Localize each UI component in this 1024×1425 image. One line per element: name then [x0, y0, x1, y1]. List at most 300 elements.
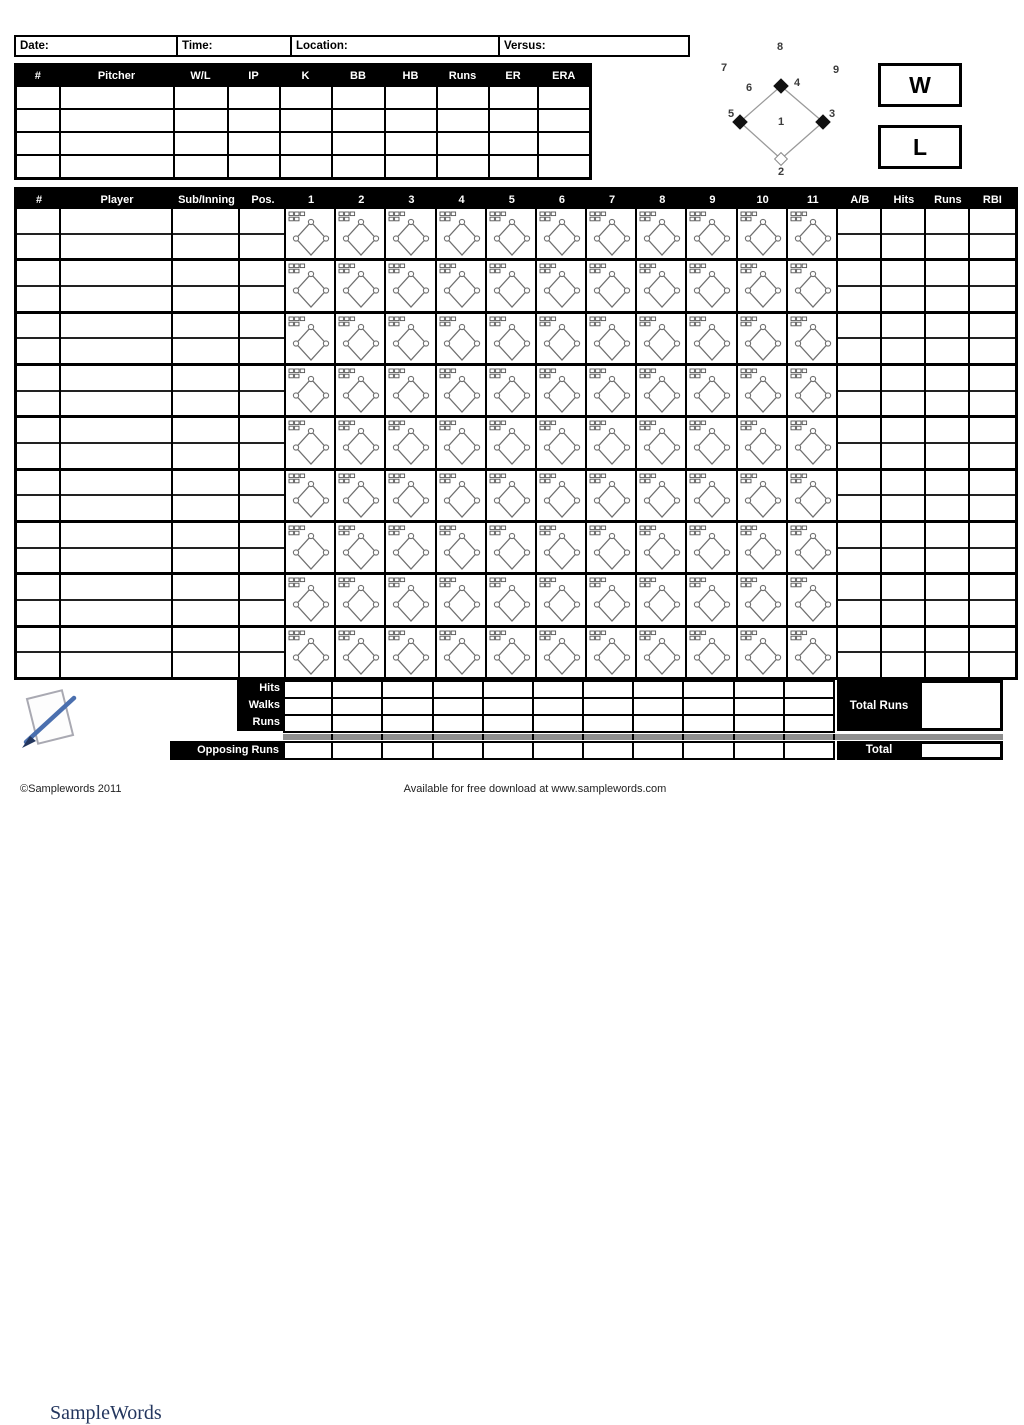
inning-scoring-cell[interactable] — [637, 575, 687, 627]
sub-row-bottom[interactable] — [173, 339, 238, 363]
inning-scoring-cell[interactable] — [788, 418, 838, 470]
sub-row-bottom[interactable] — [17, 653, 59, 677]
inning-scoring-cell[interactable] — [537, 575, 587, 627]
sub-row-top[interactable] — [882, 471, 924, 497]
pitcher-cell[interactable] — [228, 155, 280, 179]
inning-scoring-cell[interactable] — [537, 471, 587, 523]
inning-scoring-cell[interactable] — [336, 523, 386, 575]
sub-row-bottom[interactable] — [882, 235, 924, 259]
sub-row-top[interactable] — [240, 314, 284, 340]
inning-scoring-cell[interactable] — [537, 418, 587, 470]
pitcher-cell[interactable] — [16, 155, 60, 179]
inning-scoring-cell[interactable] — [738, 628, 788, 680]
summary-cell[interactable] — [534, 714, 584, 733]
sub-row-top[interactable] — [882, 575, 924, 601]
pitcher-cell[interactable] — [174, 86, 228, 109]
summary-cell[interactable] — [283, 741, 333, 760]
inning-scoring-cell[interactable] — [788, 366, 838, 418]
inning-scoring-cell[interactable] — [286, 575, 336, 627]
inning-scoring-cell[interactable] — [738, 209, 788, 261]
sub-row-top[interactable] — [838, 209, 880, 235]
sub-row-bottom[interactable] — [882, 287, 924, 311]
sub-row-top[interactable] — [240, 575, 284, 601]
sub-row-bottom[interactable] — [882, 496, 924, 520]
sub-row-top[interactable] — [838, 471, 880, 497]
sub-row-bottom[interactable] — [970, 549, 1015, 573]
sub-row-bottom[interactable] — [17, 549, 59, 573]
pitcher-cell[interactable] — [385, 132, 437, 155]
inning-scoring-cell[interactable] — [386, 523, 436, 575]
sub-row-bottom[interactable] — [838, 496, 880, 520]
sub-row-top[interactable] — [970, 314, 1015, 340]
inning-scoring-cell[interactable] — [637, 418, 687, 470]
pitcher-cell[interactable] — [228, 132, 280, 155]
pitcher-cell[interactable] — [332, 109, 385, 132]
sub-row-top[interactable] — [970, 209, 1015, 235]
sub-row-bottom[interactable] — [61, 287, 171, 311]
sub-row-bottom[interactable] — [17, 287, 59, 311]
inning-scoring-cell[interactable] — [286, 471, 336, 523]
sub-row-bottom[interactable] — [926, 392, 968, 416]
inning-scoring-cell[interactable] — [788, 209, 838, 261]
inning-scoring-cell[interactable] — [487, 575, 537, 627]
pitcher-cell[interactable] — [174, 132, 228, 155]
pitcher-cell[interactable] — [60, 86, 174, 109]
sub-row-bottom[interactable] — [970, 287, 1015, 311]
sub-row-bottom[interactable] — [240, 235, 284, 259]
sub-row-bottom[interactable] — [970, 496, 1015, 520]
sub-row-bottom[interactable] — [61, 549, 171, 573]
sub-row-bottom[interactable] — [173, 444, 238, 468]
inning-scoring-cell[interactable] — [437, 575, 487, 627]
summary-cell[interactable] — [333, 714, 383, 733]
sub-row-top[interactable] — [61, 314, 171, 340]
sub-row-top[interactable] — [61, 209, 171, 235]
sub-row-top[interactable] — [926, 261, 968, 287]
pitcher-cell[interactable] — [538, 155, 591, 179]
inning-scoring-cell[interactable] — [286, 314, 336, 366]
sub-row-bottom[interactable] — [970, 653, 1015, 677]
total-runs-value-cell[interactable] — [919, 680, 1003, 731]
sub-row-bottom[interactable] — [838, 392, 880, 416]
sub-row-bottom[interactable] — [240, 287, 284, 311]
sub-row-bottom[interactable] — [173, 287, 238, 311]
sub-row-bottom[interactable] — [61, 392, 171, 416]
inning-scoring-cell[interactable] — [637, 523, 687, 575]
inning-scoring-cell[interactable] — [537, 628, 587, 680]
summary-cell[interactable] — [383, 714, 433, 733]
sub-row-top[interactable] — [61, 261, 171, 287]
inning-scoring-cell[interactable] — [738, 523, 788, 575]
sub-row-bottom[interactable] — [173, 601, 238, 625]
sub-row-top[interactable] — [173, 314, 238, 340]
inning-scoring-cell[interactable] — [738, 471, 788, 523]
pitcher-cell[interactable] — [16, 132, 60, 155]
inning-scoring-cell[interactable] — [487, 471, 537, 523]
sub-row-top[interactable] — [838, 628, 880, 654]
inning-scoring-cell[interactable] — [437, 366, 487, 418]
inning-scoring-cell[interactable] — [386, 209, 436, 261]
pitcher-cell[interactable] — [437, 132, 489, 155]
inning-scoring-cell[interactable] — [738, 575, 788, 627]
sub-row-top[interactable] — [926, 628, 968, 654]
inning-scoring-cell[interactable] — [336, 418, 386, 470]
pitcher-cell[interactable] — [489, 109, 538, 132]
time-field[interactable] — [178, 37, 292, 55]
sub-row-top[interactable] — [240, 209, 284, 235]
sub-row-bottom[interactable] — [240, 444, 284, 468]
inning-scoring-cell[interactable] — [687, 366, 737, 418]
pitcher-cell[interactable] — [385, 109, 437, 132]
sub-row-bottom[interactable] — [17, 392, 59, 416]
inning-scoring-cell[interactable] — [788, 628, 838, 680]
inning-scoring-cell[interactable] — [437, 209, 487, 261]
sub-row-top[interactable] — [240, 628, 284, 654]
sub-row-top[interactable] — [970, 471, 1015, 497]
inning-scoring-cell[interactable] — [386, 366, 436, 418]
sub-row-top[interactable] — [970, 575, 1015, 601]
summary-cell[interactable] — [735, 714, 785, 733]
inning-scoring-cell[interactable] — [587, 523, 637, 575]
sub-row-bottom[interactable] — [173, 235, 238, 259]
sub-row-bottom[interactable] — [17, 339, 59, 363]
sub-row-bottom[interactable] — [17, 235, 59, 259]
sub-row-top[interactable] — [61, 418, 171, 444]
sub-row-top[interactable] — [61, 366, 171, 392]
inning-scoring-cell[interactable] — [437, 418, 487, 470]
sub-row-top[interactable] — [61, 523, 171, 549]
sub-row-top[interactable] — [173, 209, 238, 235]
inning-scoring-cell[interactable] — [587, 628, 637, 680]
inning-scoring-cell[interactable] — [687, 418, 737, 470]
sub-row-bottom[interactable] — [882, 653, 924, 677]
pitcher-cell[interactable] — [437, 109, 489, 132]
sub-row-bottom[interactable] — [926, 444, 968, 468]
inning-scoring-cell[interactable] — [487, 209, 537, 261]
inning-scoring-cell[interactable] — [437, 628, 487, 680]
sub-row-top[interactable] — [838, 366, 880, 392]
sub-row-bottom[interactable] — [173, 496, 238, 520]
inning-scoring-cell[interactable] — [687, 523, 737, 575]
pitcher-cell[interactable] — [280, 132, 332, 155]
summary-cell[interactable] — [684, 714, 734, 733]
sub-row-bottom[interactable] — [926, 235, 968, 259]
sub-row-top[interactable] — [17, 628, 59, 654]
sub-row-bottom[interactable] — [17, 496, 59, 520]
pitcher-cell[interactable] — [280, 155, 332, 179]
sub-row-top[interactable] — [926, 209, 968, 235]
inning-scoring-cell[interactable] — [537, 523, 587, 575]
inning-scoring-cell[interactable] — [687, 575, 737, 627]
summary-cell[interactable] — [283, 714, 333, 733]
inning-scoring-cell[interactable] — [738, 366, 788, 418]
summary-cell[interactable] — [484, 741, 534, 760]
sub-row-bottom[interactable] — [240, 496, 284, 520]
inning-scoring-cell[interactable] — [386, 628, 436, 680]
inning-scoring-cell[interactable] — [738, 314, 788, 366]
sub-row-top[interactable] — [61, 628, 171, 654]
inning-scoring-cell[interactable] — [487, 261, 537, 313]
sub-row-top[interactable] — [882, 366, 924, 392]
inning-scoring-cell[interactable] — [687, 209, 737, 261]
inning-scoring-cell[interactable] — [587, 366, 637, 418]
inning-scoring-cell[interactable] — [286, 418, 336, 470]
summary-cell[interactable] — [333, 741, 383, 760]
sub-row-top[interactable] — [970, 418, 1015, 444]
inning-scoring-cell[interactable] — [487, 523, 537, 575]
inning-scoring-cell[interactable] — [336, 575, 386, 627]
sub-row-top[interactable] — [838, 523, 880, 549]
sub-row-top[interactable] — [970, 366, 1015, 392]
sub-row-top[interactable] — [17, 575, 59, 601]
sub-row-top[interactable] — [838, 314, 880, 340]
summary-cell[interactable] — [584, 714, 634, 733]
sub-row-top[interactable] — [173, 575, 238, 601]
total-value-cell[interactable] — [919, 741, 1003, 760]
sub-row-top[interactable] — [926, 523, 968, 549]
sub-row-top[interactable] — [173, 628, 238, 654]
sub-row-top[interactable] — [173, 418, 238, 444]
inning-scoring-cell[interactable] — [788, 471, 838, 523]
location-field[interactable] — [292, 37, 500, 55]
pitcher-cell[interactable] — [228, 86, 280, 109]
sub-row-top[interactable] — [838, 261, 880, 287]
inning-scoring-cell[interactable] — [637, 471, 687, 523]
pitcher-cell[interactable] — [280, 86, 332, 109]
pitcher-cell[interactable] — [538, 109, 591, 132]
sub-row-top[interactable] — [61, 575, 171, 601]
win-box[interactable] — [878, 63, 962, 107]
sub-row-top[interactable] — [173, 471, 238, 497]
sub-row-top[interactable] — [882, 314, 924, 340]
inning-scoring-cell[interactable] — [788, 575, 838, 627]
sub-row-bottom[interactable] — [240, 601, 284, 625]
summary-cell[interactable] — [383, 741, 433, 760]
summary-cell[interactable] — [534, 741, 584, 760]
pitcher-cell[interactable] — [437, 86, 489, 109]
inning-scoring-cell[interactable] — [336, 261, 386, 313]
inning-scoring-cell[interactable] — [437, 471, 487, 523]
inning-scoring-cell[interactable] — [687, 471, 737, 523]
inning-scoring-cell[interactable] — [286, 366, 336, 418]
sub-row-bottom[interactable] — [882, 444, 924, 468]
sub-row-bottom[interactable] — [838, 653, 880, 677]
inning-scoring-cell[interactable] — [386, 471, 436, 523]
sub-row-bottom[interactable] — [926, 549, 968, 573]
inning-scoring-cell[interactable] — [487, 418, 537, 470]
sub-row-bottom[interactable] — [61, 339, 171, 363]
pitcher-cell[interactable] — [385, 155, 437, 179]
inning-scoring-cell[interactable] — [437, 523, 487, 575]
sub-row-top[interactable] — [970, 628, 1015, 654]
sub-row-bottom[interactable] — [926, 287, 968, 311]
inning-scoring-cell[interactable] — [687, 261, 737, 313]
pitcher-cell[interactable] — [437, 155, 489, 179]
sub-row-bottom[interactable] — [61, 601, 171, 625]
versus-field[interactable] — [500, 37, 688, 55]
pitcher-cell[interactable] — [538, 132, 591, 155]
inning-scoring-cell[interactable] — [637, 261, 687, 313]
sub-row-bottom[interactable] — [17, 601, 59, 625]
date-field[interactable] — [16, 37, 178, 55]
summary-cell[interactable] — [735, 741, 785, 760]
sub-row-bottom[interactable] — [240, 653, 284, 677]
sub-row-top[interactable] — [970, 261, 1015, 287]
inning-scoring-cell[interactable] — [587, 418, 637, 470]
inning-scoring-cell[interactable] — [587, 575, 637, 627]
sub-row-top[interactable] — [240, 471, 284, 497]
sub-row-bottom[interactable] — [970, 339, 1015, 363]
sub-row-bottom[interactable] — [61, 235, 171, 259]
inning-scoring-cell[interactable] — [437, 314, 487, 366]
sub-row-bottom[interactable] — [838, 235, 880, 259]
pitcher-cell[interactable] — [174, 155, 228, 179]
inning-scoring-cell[interactable] — [487, 628, 537, 680]
pitcher-cell[interactable] — [174, 109, 228, 132]
inning-scoring-cell[interactable] — [637, 209, 687, 261]
sub-row-bottom[interactable] — [926, 601, 968, 625]
pitcher-cell[interactable] — [489, 155, 538, 179]
summary-cell[interactable] — [634, 714, 684, 733]
sub-row-bottom[interactable] — [17, 444, 59, 468]
inning-scoring-cell[interactable] — [336, 366, 386, 418]
pitcher-cell[interactable] — [228, 109, 280, 132]
inning-scoring-cell[interactable] — [336, 314, 386, 366]
inning-scoring-cell[interactable] — [687, 628, 737, 680]
inning-scoring-cell[interactable] — [587, 471, 637, 523]
inning-scoring-cell[interactable] — [386, 261, 436, 313]
inning-scoring-cell[interactable] — [637, 366, 687, 418]
sub-row-top[interactable] — [926, 418, 968, 444]
sub-row-bottom[interactable] — [240, 339, 284, 363]
summary-cell[interactable] — [785, 714, 835, 733]
sub-row-bottom[interactable] — [240, 549, 284, 573]
inning-scoring-cell[interactable] — [487, 314, 537, 366]
inning-scoring-cell[interactable] — [537, 261, 587, 313]
summary-cell[interactable] — [684, 741, 734, 760]
sub-row-bottom[interactable] — [838, 339, 880, 363]
sub-row-top[interactable] — [882, 209, 924, 235]
sub-row-top[interactable] — [882, 523, 924, 549]
sub-row-top[interactable] — [17, 261, 59, 287]
sub-row-top[interactable] — [240, 523, 284, 549]
pitcher-cell[interactable] — [16, 109, 60, 132]
pitcher-cell[interactable] — [538, 86, 591, 109]
sub-row-bottom[interactable] — [61, 653, 171, 677]
sub-row-top[interactable] — [17, 366, 59, 392]
sub-row-bottom[interactable] — [882, 549, 924, 573]
inning-scoring-cell[interactable] — [386, 575, 436, 627]
summary-cell[interactable] — [434, 714, 484, 733]
inning-scoring-cell[interactable] — [637, 628, 687, 680]
inning-scoring-cell[interactable] — [738, 418, 788, 470]
inning-scoring-cell[interactable] — [286, 628, 336, 680]
inning-scoring-cell[interactable] — [587, 261, 637, 313]
sub-row-top[interactable] — [926, 314, 968, 340]
inning-scoring-cell[interactable] — [386, 418, 436, 470]
sub-row-bottom[interactable] — [838, 549, 880, 573]
inning-scoring-cell[interactable] — [437, 261, 487, 313]
summary-cell[interactable] — [785, 741, 835, 760]
sub-row-bottom[interactable] — [61, 444, 171, 468]
pitcher-cell[interactable] — [385, 86, 437, 109]
sub-row-bottom[interactable] — [173, 653, 238, 677]
sub-row-top[interactable] — [882, 418, 924, 444]
sub-row-top[interactable] — [882, 628, 924, 654]
sub-row-top[interactable] — [240, 418, 284, 444]
inning-scoring-cell[interactable] — [738, 261, 788, 313]
summary-cell[interactable] — [634, 741, 684, 760]
sub-row-bottom[interactable] — [926, 653, 968, 677]
sub-row-bottom[interactable] — [838, 444, 880, 468]
inning-scoring-cell[interactable] — [487, 366, 537, 418]
sub-row-top[interactable] — [61, 471, 171, 497]
sub-row-bottom[interactable] — [882, 392, 924, 416]
inning-scoring-cell[interactable] — [537, 366, 587, 418]
sub-row-top[interactable] — [926, 471, 968, 497]
inning-scoring-cell[interactable] — [286, 523, 336, 575]
sub-row-top[interactable] — [970, 523, 1015, 549]
inning-scoring-cell[interactable] — [788, 523, 838, 575]
inning-scoring-cell[interactable] — [687, 314, 737, 366]
pitcher-cell[interactable] — [332, 155, 385, 179]
sub-row-bottom[interactable] — [970, 444, 1015, 468]
sub-row-bottom[interactable] — [926, 496, 968, 520]
sub-row-bottom[interactable] — [838, 287, 880, 311]
sub-row-top[interactable] — [240, 261, 284, 287]
pitcher-cell[interactable] — [60, 109, 174, 132]
sub-row-bottom[interactable] — [970, 235, 1015, 259]
sub-row-bottom[interactable] — [882, 601, 924, 625]
sub-row-top[interactable] — [17, 314, 59, 340]
sub-row-top[interactable] — [173, 366, 238, 392]
inning-scoring-cell[interactable] — [788, 261, 838, 313]
pitcher-cell[interactable] — [332, 132, 385, 155]
pitcher-cell[interactable] — [332, 86, 385, 109]
inning-scoring-cell[interactable] — [386, 314, 436, 366]
sub-row-bottom[interactable] — [240, 392, 284, 416]
pitcher-cell[interactable] — [489, 86, 538, 109]
loss-box[interactable] — [878, 125, 962, 169]
sub-row-bottom[interactable] — [882, 339, 924, 363]
summary-cell[interactable] — [584, 741, 634, 760]
sub-row-top[interactable] — [838, 418, 880, 444]
inning-scoring-cell[interactable] — [587, 209, 637, 261]
sub-row-top[interactable] — [240, 366, 284, 392]
inning-scoring-cell[interactable] — [336, 471, 386, 523]
pitcher-cell[interactable] — [60, 132, 174, 155]
inning-scoring-cell[interactable] — [537, 314, 587, 366]
summary-cell[interactable] — [484, 714, 534, 733]
pitcher-cell[interactable] — [489, 132, 538, 155]
sub-row-bottom[interactable] — [926, 339, 968, 363]
inning-scoring-cell[interactable] — [537, 209, 587, 261]
inning-scoring-cell[interactable] — [788, 314, 838, 366]
sub-row-top[interactable] — [17, 418, 59, 444]
sub-row-top[interactable] — [882, 261, 924, 287]
pitcher-cell[interactable] — [280, 109, 332, 132]
sub-row-top[interactable] — [17, 471, 59, 497]
inning-scoring-cell[interactable] — [336, 628, 386, 680]
inning-scoring-cell[interactable] — [637, 314, 687, 366]
sub-row-top[interactable] — [173, 261, 238, 287]
inning-scoring-cell[interactable] — [587, 314, 637, 366]
sub-row-bottom[interactable] — [173, 549, 238, 573]
sub-row-top[interactable] — [926, 366, 968, 392]
sub-row-bottom[interactable] — [970, 392, 1015, 416]
sub-row-bottom[interactable] — [61, 496, 171, 520]
sub-row-bottom[interactable] — [970, 601, 1015, 625]
